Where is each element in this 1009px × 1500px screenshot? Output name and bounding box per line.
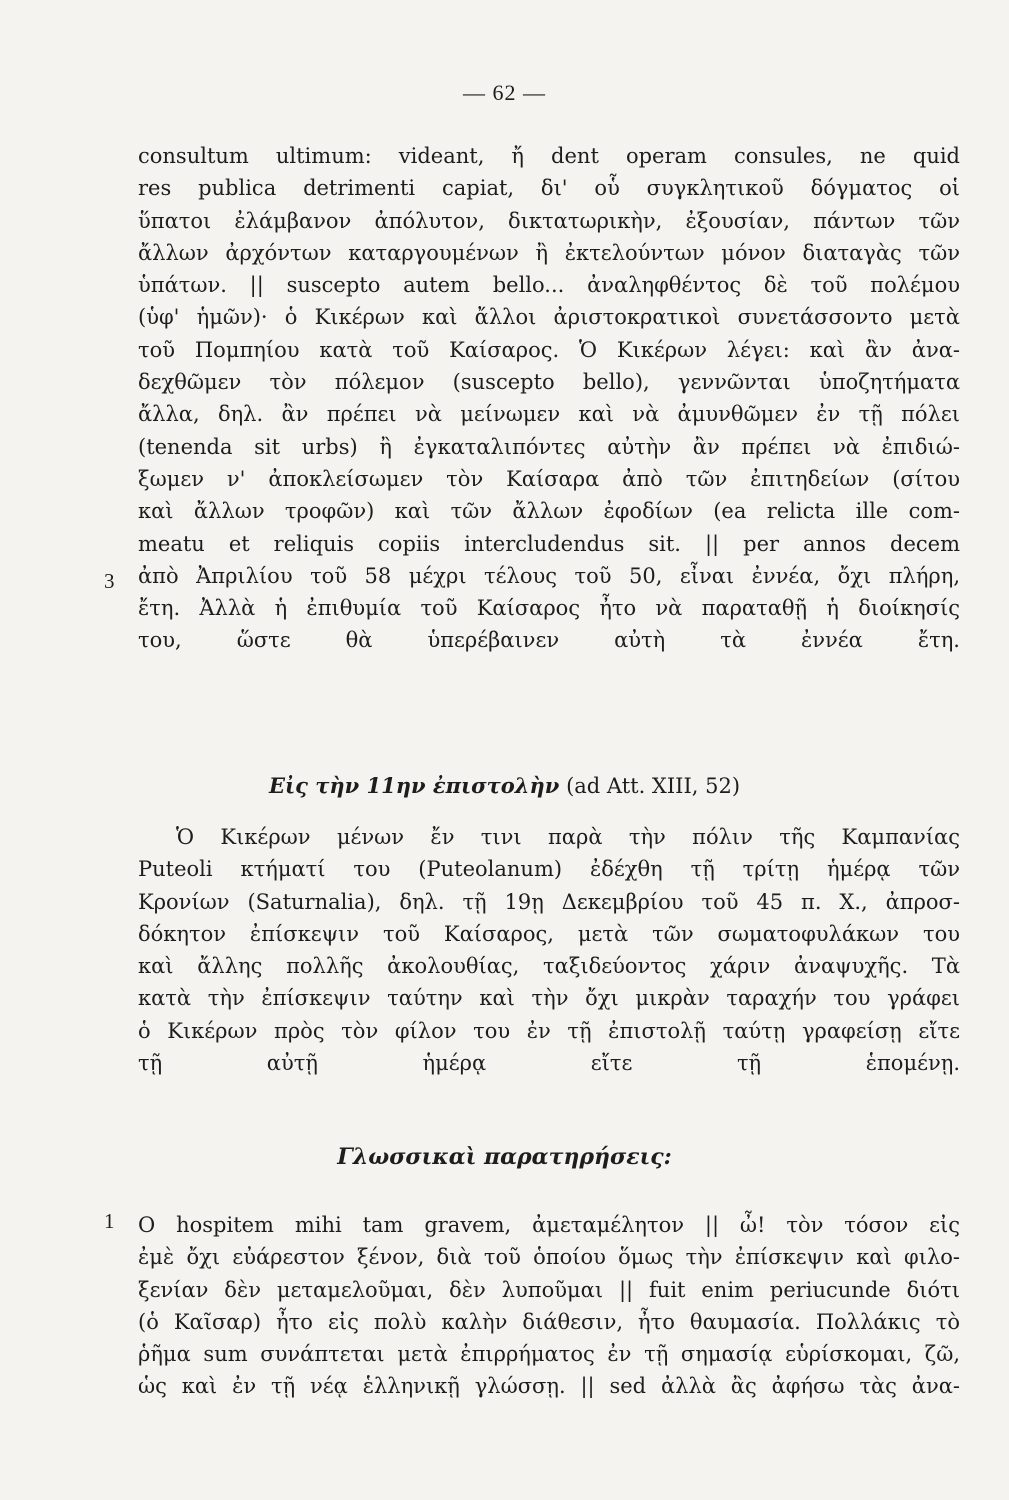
text-line: τοῦ Πομπηίου κατὰ τοῦ Καίσαρος. Ὁ Κικέρων λέγει: καὶ ἂν ἀνα-	[138, 337, 960, 362]
heading-reference: (ad Att. XIII, 52)	[566, 774, 741, 798]
commentary-paragraph-1	[138, 140, 960, 657]
text-line: Κρονίων (Saturnalia), δηλ. τῇ 19ῃ Δεκεμβρίου τοῦ 45 π. Χ., ἀπροσ-	[138, 889, 960, 914]
text-line: ἀπὸ Ἀπριλίου τοῦ 58 μέχρι τέλους τοῦ 50, εἶναι ἐννέα, ὄχι πλήρη,	[138, 563, 960, 588]
text-line: meatu et reliquis copiis intercludendus sit. || per annos decem	[138, 531, 960, 556]
text-line: (ὑφ' ἡμῶν)· ὁ Κικέρων καὶ ἄλλοι ἀριστοκρατικοὶ συνετάσσοντο μετὰ	[138, 305, 960, 330]
commentary-paragraph-3	[138, 1209, 960, 1403]
line-marker-1: 1	[104, 1209, 115, 1233]
text-line: ἄλλων ἀρχόντων καταργουμένων ἢ ἐκτελούντων μόνον διαταγὰς τῶν	[138, 240, 960, 265]
text-line: κατὰ τὴν ἐπίσκεψιν ταύτην καὶ τὴν ὄχι μικρὰν ταραχήν του γράφει	[138, 986, 960, 1011]
text-line: δεχθῶμεν τὸν πόλεμον (suscepto bello), γεννῶνται ὑποζητήματα	[138, 370, 960, 395]
text-line: (tenenda sit urbs) ἢ ἐγκαταλιπόντες αὐτὴν ἂν πρέπει νὰ ἐπιδιώ-	[138, 434, 960, 459]
text-line: consultum ultimum: videant, ἤ dent operam consules, ne quid	[138, 144, 960, 168]
text-line: ὡς καὶ ἐν τῇ νέᾳ ἑλληνικῇ γλώσσῃ. || sed ἀλλὰ ἂς ἀφήσω τὰς ἀνα-	[138, 1374, 960, 1399]
text-line: τῇ αὐτῇ ἡμέρᾳ εἴτε τῇ ἑπομένῃ.	[138, 1051, 960, 1076]
text-line: ὕπατοι ἐλάμβανον ἀπόλυτον, δικτατωρικὴν, ἐξουσίαν, πάντων τῶν	[138, 208, 960, 233]
text-line: ξωμεν ν' ἀποκλείσωμεν τὸν Καίσαρα ἀπὸ τῶν ἐπιτηδείων (σίτου	[138, 466, 960, 491]
text-line: res publica detrimenti capiat, δι' οὗ συγκλητικοῦ δόγματος οἱ	[138, 176, 960, 201]
section-heading-linguistic-notes: Γλωσσικαὶ παρατηρήσεις:	[337, 1144, 672, 1170]
page-number: — 62 —	[463, 80, 546, 105]
text-line: (ὁ Καῖσαρ) ἦτο εἰς πολὺ καλὴν διάθεσιν, ἦτο θαυμασία. Πολλάκις τὸ	[138, 1309, 960, 1334]
text-line: ἔτη. Ἀλλὰ ἡ ἐπιθυμία τοῦ Καίσαρος ἦτο νὰ παραταθῇ ἡ διοίκησίς	[138, 596, 960, 621]
text-line: δόκητον ἐπίσκεψιν τοῦ Καίσαρος, μετὰ τῶν σωματοφυλάκων του	[138, 921, 960, 946]
text-line: καὶ ἄλλης πολλῆς ἀκολουθίας, ταξιδεύοντος χάριν ἀναψυχῆς. Τὰ	[138, 954, 960, 979]
text-line: Puteoli κτήματί του (Puteolanum) ἐδέχθη τῇ τρίτῃ ἡμέρᾳ τῶν	[138, 857, 960, 882]
line-marker-3: 3	[104, 569, 115, 593]
text-line: ξενίαν δὲν μεταμελοῦμαι, δὲν λυποῦμαι || fuit enim periucunde διότι	[138, 1277, 960, 1302]
text-line: O hospitem mihi tam gravem, ἀμεταμέλητον || ὦ! τὸν τόσον εἰς	[138, 1213, 960, 1237]
section-heading-letter-11	[0, 773, 1009, 798]
text-line: του, ὥστε θὰ ὑπερέβαινεν αὐτὴ τὰ ἐννέα ἔτη.	[138, 628, 960, 653]
heading-italic: Εἰς τὴν 11ην ἐπιστολὴν	[268, 773, 560, 798]
text-line: ὁ Κικέρων πρὸς τὸν φίλον του ἐν τῇ ἐπιστολῇ ταύτῃ γραφείσῃ εἴτε	[138, 1018, 960, 1043]
text-line: ῥῆμα sum συνάπτεται μετὰ ἐπιρρήματος ἐν τῇ σημασίᾳ εὑρίσκομαι, ζῶ,	[138, 1342, 960, 1367]
text-line: ἄλλα, δηλ. ἂν πρέπει νὰ μείνωμεν καὶ νὰ ἀμυνθῶμεν ἐν τῇ πόλει	[138, 402, 960, 427]
text-line: Ὁ Κικέρων μένων ἔν τινι παρὰ τὴν πόλιν τῆς Καμπανίας	[176, 825, 960, 849]
text-line: καὶ ἄλλων τροφῶν) καὶ τῶν ἄλλων ἐφοδίων (ea relicta ille com-	[138, 499, 960, 524]
text-line: ὑπάτων. || suscepto autem bello... ἀναληφθέντος δὲ τοῦ πολέμου	[138, 273, 960, 298]
text-line: ἐμὲ ὄχι εὐάρεστον ξένον, διὰ τοῦ ὁποίου ὅμως τὴν ἐπίσκεψιν καὶ φιλο-	[138, 1245, 960, 1270]
commentary-paragraph-2	[138, 821, 960, 1079]
